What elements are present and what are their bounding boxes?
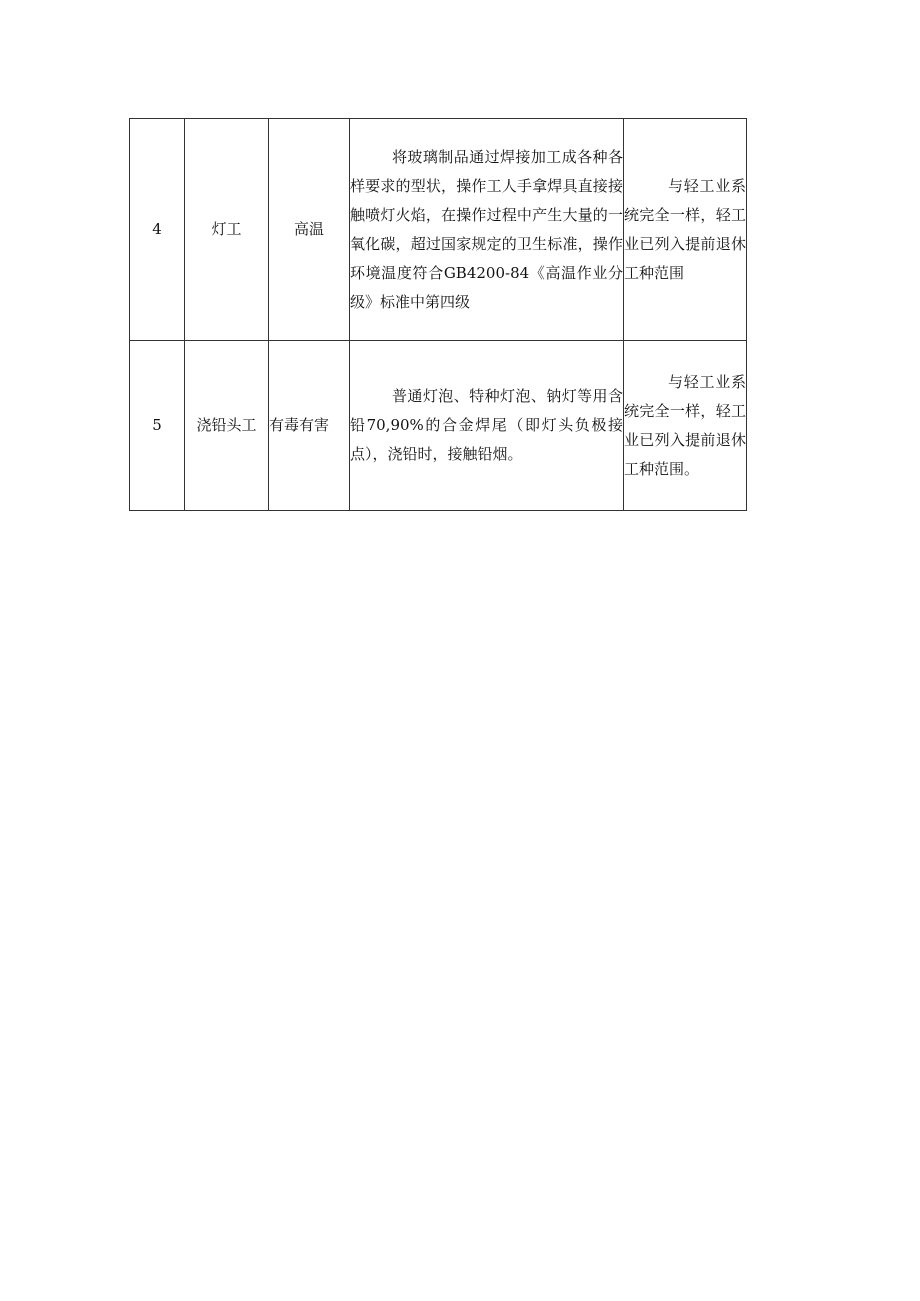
table-row: [130, 119, 747, 341]
job-description-text: 将玻璃制品通过焊接加工成各种各样要求的型状，操作工人手拿焊具直接接触喷灯火焰，在操作过程中产生大量的一氧化碳，超过国家规定的卫生标准，操作环境温度符合GB4200-84《高温作业分级》标准中第四级: [350, 147, 623, 311]
note-text: 与轻工业系统完全一样，轻工业已列入提前退休工种范围。: [624, 372, 746, 478]
job-name-cell: 灯工: [185, 119, 269, 341]
note-cell: [624, 119, 747, 341]
job-description-cell: [350, 341, 624, 511]
note-text: 与轻工业系统完全一样，轻工业已列入提前退休工种范围: [624, 176, 746, 282]
job-name-cell: 浇铅头工: [185, 341, 269, 511]
job-category-table: [129, 118, 747, 511]
row-number-cell: 5: [130, 341, 185, 511]
work-condition-cell: 高温: [269, 119, 350, 341]
note-cell: [624, 341, 747, 511]
row-number-cell: 4: [130, 119, 185, 341]
job-description-cell: [350, 119, 624, 341]
work-condition-cell: 有毒有害: [269, 341, 350, 511]
job-description-text: 普通灯泡、特种灯泡、钠灯等用含铅70,90%的合金焊尾（即灯头负极接点），浇铅时，接触铅烟。: [350, 387, 623, 463]
table-row: [130, 341, 747, 511]
